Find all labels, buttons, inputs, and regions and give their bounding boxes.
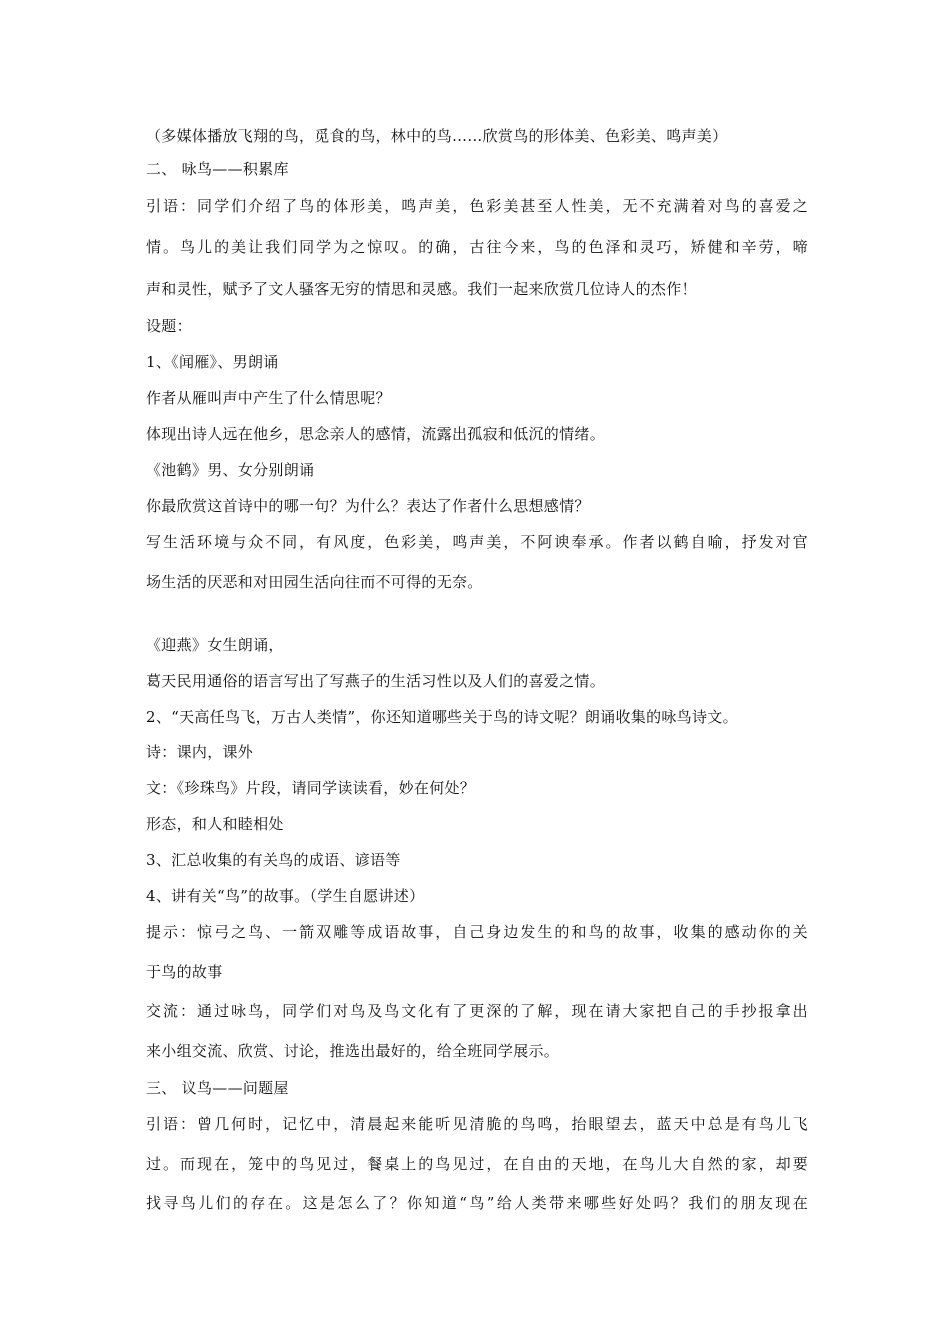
text-line: 体现出诗人远在他乡，思念亲人的感情，流露出孤寂和低沉的情绪。: [146, 425, 606, 443]
text-line: 文：《珍珠鸟》片段，请同学读读看，妙在何处？: [146, 779, 476, 797]
text-line: 你最欣赏这首诗中的哪一句？为什么？表达了作者什么思想感情？: [146, 497, 590, 515]
text-line: 来小组交流、欣赏、讨论，推选出最好的，给全班同学展示。: [146, 1042, 560, 1060]
text-line: 找寻鸟儿们的存在。这是怎么了？你知道“鸟”给人类带来哪些好处吗？我们的朋友现在: [146, 1194, 808, 1212]
section-heading: 三、 议鸟——问题屋: [146, 1079, 289, 1097]
text-line: 4、讲有关“鸟”的故事。（学生自愿讲述）: [146, 887, 425, 905]
text-line: 过。而现在，笼中的鸟见过，餐桌上的鸟见过，在自由的天地，在鸟儿大自然的家，却要: [146, 1155, 808, 1173]
text-line: 设题：: [146, 317, 192, 335]
text-line: 2、“天高任鸟飞，万古人类情”，你还知道哪些关于鸟的诗文呢？朗诵收集的咏鸟诗文。: [146, 708, 738, 726]
text-line: （多媒体播放飞翔的鸟，觅食的鸟，林中的鸟……欣赏鸟的形体美、色彩美、鸣声美）: [146, 127, 728, 145]
text-line: 葛天民用通俗的语言写出了写燕子的生活习性以及人们的喜爱之情。: [146, 672, 606, 690]
text-line: 引语：曾几何时，记忆中，清晨起来能听见清脆的鸟鸣，抬眼望去，蓝天中总是有鸟儿飞: [146, 1115, 808, 1133]
text-line: 写生活环境与众不同，有风度，色彩美，鸣声美，不阿谀奉承。作者以鹤自喻，抒发对官: [146, 533, 808, 551]
text-line: 引语：同学们介绍了鸟的体形美，鸣声美，色彩美甚至人性美，无不充满着对鸟的喜爱之: [146, 197, 808, 215]
text-line: 1、《闻雁》、男朗诵: [146, 353, 279, 371]
text-line: 形态，和人和睦相处: [146, 815, 284, 833]
section-heading: 二、 咏鸟——积累库: [146, 160, 289, 178]
text-line: 作者从雁叫声中产生了什么情思呢？: [146, 389, 391, 407]
text-line: 提示：惊弓之鸟、一箭双雕等成语故事，自己身边发生的和鸟的故事，收集的感动你的关: [146, 923, 808, 941]
text-line: 情。鸟儿的美让我们同学为之惊叹。的确，古往今来，鸟的色泽和灵巧，矫健和辛劳，啼: [146, 238, 808, 256]
text-line: 《池鹤》男、女分别朗诵: [146, 461, 315, 479]
text-line: 3、汇总收集的有关鸟的成语、谚语等: [146, 851, 401, 869]
text-line: 于鸟的故事: [146, 963, 223, 981]
text-line: 诗：课内，课外: [146, 743, 254, 761]
text-line: 场生活的厌恶和对田园生活向往而不可得的无奈。: [146, 573, 483, 591]
text-line: 《迎燕》女生朗诵，: [146, 636, 284, 654]
text-line: 声和灵性，赋予了文人骚客无穷的情思和灵感。我们一起来欣赏几位诗人的杰作！: [146, 280, 697, 298]
text-line: 交流：通过咏鸟，同学们对鸟及鸟文化有了更深的了解，现在请大家把自己的手抄报拿出: [146, 1002, 808, 1020]
